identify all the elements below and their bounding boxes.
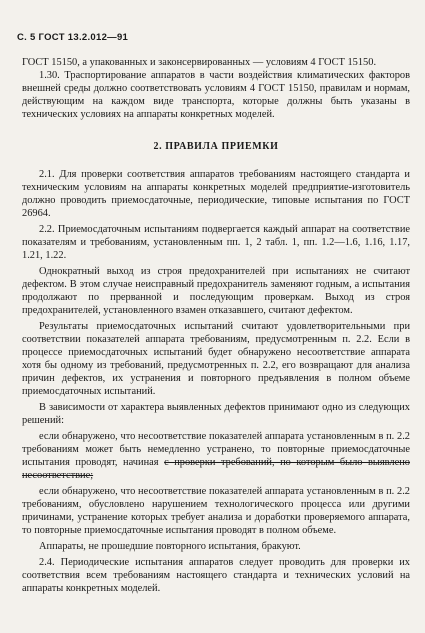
paragraph: если обнаружено, что несоответствие показателей аппарата установленным в п. 2.2 требованиям, обусловлено нарушением технологического процесса или другими причинами, устранение которых требует анализа и доработки проверяемого аппарата, то повторные приемосдаточные испытания проводят в полном объеме.: [22, 486, 410, 536]
document-body: [22, 56, 410, 595]
paragraph: 2.2. Приемосдаточным испытаниям подвергается каждый аппарат на соответствие показателям и требованиям, установленным пп. 1, 2 табл. 1, пп. 1.2—1.6, 1.16, 1.17, 1.21, 1.22.: [22, 224, 410, 261]
page-header: С. 5 ГОСТ 13.2.012—91: [17, 32, 129, 43]
paragraph: ГОСТ 15150, а упакованных и законсервированных — условиям 4 ГОСТ 15150.: [22, 57, 377, 68]
paragraph-text: если обнаружено, что несоответствие показателей аппарата установленным в п. 2.2 требованиям может быть немедленно устранено, то повторные приемосдаточные испытания проводят, начиная: [22, 431, 410, 468]
section-heading: 2. ПРАВИЛА ПРИЕМКИ: [153, 141, 279, 152]
struck-text: с проверки требований, по которым было выявлено несоответствие;: [22, 457, 410, 481]
paragraph: В зависимости от характера выявленных дефектов принимают одно из следующих решений:: [22, 402, 410, 426]
paragraph: Однократный выход из строя предохранителей при испытаниях не считают дефектом. В этом случае неисправный предохранитель заменяют годным, а испытания продолжают по прерванной и последующим проверкам. Выход из строя предохранителей, установленного взамен отказавшего, считают дефектом.: [22, 266, 410, 316]
paragraph: Аппараты, не прошедшие повторного испытания, бракуют.: [39, 541, 301, 552]
paragraph: 2.1. Для проверки соответствия аппаратов требованиям настоящего стандарта и техническим условиям на аппараты конкретных моделей предприятие-изготовитель должно проводить приемосдаточные, периодические, типовые испытания по ГОСТ 26964.: [22, 169, 410, 219]
paragraph: [22, 430, 410, 482]
paragraph: 2.4. Периодические испытания аппаратов следует проводить для проверки их соответствия всем требованиям настоящего стандарта и технических условий на аппараты конкретных моделей.: [22, 557, 410, 594]
paragraph: 1.30. Траспортирование аппаратов в части воздействия климатических факторов внешней среды должно соответствовать условиям 4 ГОСТ 15150, правилам и нормам, действующим на каждом виде транспорта, которые должны быть указаны в технических условиях на аппараты конкретных моделей.: [22, 70, 410, 120]
paragraph: Результаты приемосдаточных испытаний считают удовлетворительными при соответствии показателей аппарата требованиям, предусмотренным п. 2.2. Если в процессе приемосдаточных испытаний будет обнаружено несоответствие аппарата хотя бы одному из требований, предусмотренных п. 2.2, его возвращают для анализа причин дефектов, их устранения и повторного предъявления в полном объеме приемосдаточных испытаний.: [22, 321, 410, 397]
